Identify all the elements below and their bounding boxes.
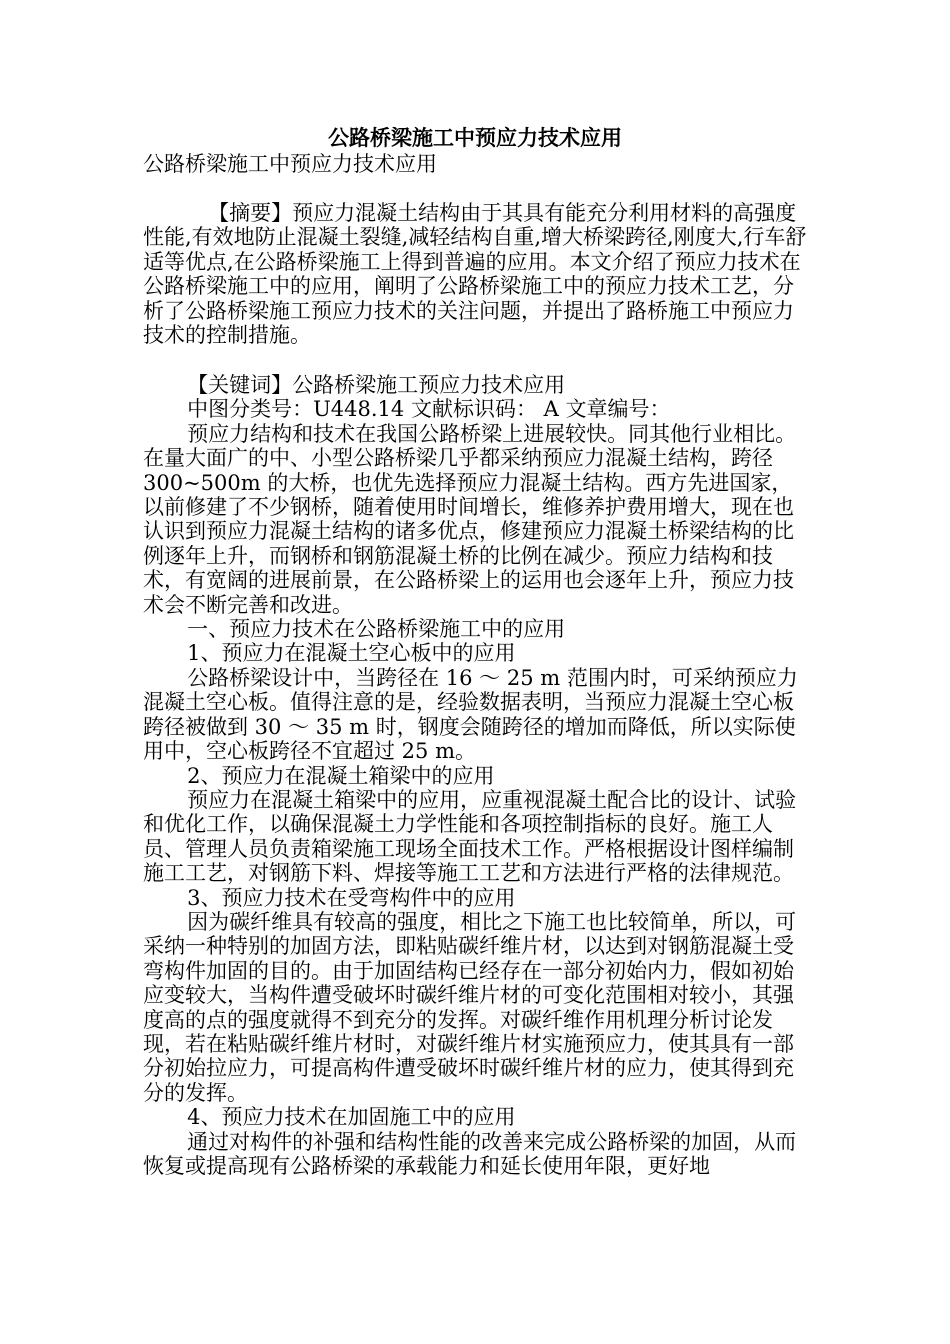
subsection-paragraph-3: 因为碳纤维具有较高的强度，相比之下施工也比较简单，所以，可采纳一种特别的加固方法，即粘贴碳纤维片材，以达到对钢筋混凝土受弯构件加固的目的。由于加固结构已经存在一部分初始内力，假如初始应变较大，当构件遭受破坏时碳纤维片材的可变化范围相对较小，其强度高的点的强度就得不到充分的发挥。对碳纤维作用机理分析讨论发现，若在粘贴碳纤维片材时，对碳纤维片材实施预应力，使其具有一部分初始拉应力，可提高构件遭受破坏时碳纤维片材的应力，使其得到充分的发挥。 — [143, 909, 797, 1105]
abstract-paragraph: 【摘要】预应力混凝土结构由于其具有能充分利用材料的高强度性能,有效地防止混凝土裂缝,减轻结构自重,增大桥梁跨径,刚度大,行车舒适等优点,在公路桥梁施工上得到普遍的应用。本文介绍了预应力技术在公路桥梁施工中的应用，阐明了公路桥梁施工中的预应力技术工艺，分析了公路桥梁施工预应力技术的关注问题，并提出了路桥施工中预应力技术的控制措施。 — [143, 201, 807, 348]
subsection-paragraph-1: 公路桥梁设计中，当跨径在 16 ～ 25 m 范围内时，可采纳预应力混凝土空心板。值得注意的是，经验数据表明，当预应力混凝土空心板跨径被做到 30 ～ 35 m 时，钢度会随跨径的增加而降低，所以实际使用中，空心板跨径不宜超过 25 m。 — [143, 665, 798, 764]
main-body — [143, 373, 807, 1178]
subsection-paragraph-4: 通过对构件的补强和结构性能的改善来完成公路桥梁的加固，从而恢复或提高现有公路桥梁的承载能力和延长使用年限，更好地 — [143, 1129, 797, 1178]
classification-line: 中图分类号：U448.14 文献标识码： A 文章编号： — [187, 397, 671, 422]
abstract-section — [143, 201, 807, 347]
section-heading-1: 一、预应力技术在公路桥梁施工中的应用 — [187, 617, 566, 642]
subsection-heading-1: 1、预应力在混凝土空心板中的应用 — [187, 641, 516, 666]
intro-paragraph: 预应力结构和技术在我国公路桥梁上进展较快。同其他行业相比。在量大面广的中、小型公路桥梁几乎都采纳预应力混凝土结构，跨径 300~500m 的大桥，也优先选择预应力混凝土结构。西方先进国家，以前修建了不少钢桥，随着使用时间增长，维修养护费用增大，现在也认识到预应力混凝土结构的诸多优点，修建预应力混凝土桥梁结构的比例逐年上升，而钢桥和钢筋混凝土桥的比例在减少。预应力结构和技术，有宽阔的进展前景，在公路桥梁上的运用也会逐年上升，预应力技术会不断完善和改进。 — [143, 421, 797, 617]
subsection-paragraph-2: 预应力在混凝土箱梁中的应用，应重视混凝土配合比的设计、试验和优化工作，以确保混凝土力学性能和各项控制指标的良好。施工人员、管理人员负责箱梁施工现场全面技术工作。严格根据设计图样编制施工工艺，对钢筋下料、焊接等施工工艺和方法进行严格的法律规范。 — [143, 787, 797, 886]
keywords-line: 【关键词】公路桥梁施工预应力技术应用 — [187, 373, 566, 397]
subsection-heading-2: 2、预应力在混凝土箱梁中的应用 — [187, 763, 495, 788]
document-title: 公路桥梁施工中预应力技术应用 — [328, 125, 622, 150]
document-subtitle: 公路桥梁施工中预应力技术应用 — [143, 152, 437, 176]
subsection-heading-4: 4、预应力技术在加固施工中的应用 — [187, 1105, 516, 1130]
subsection-heading-3: 3、预应力技术在受弯构件中的应用 — [187, 885, 516, 910]
